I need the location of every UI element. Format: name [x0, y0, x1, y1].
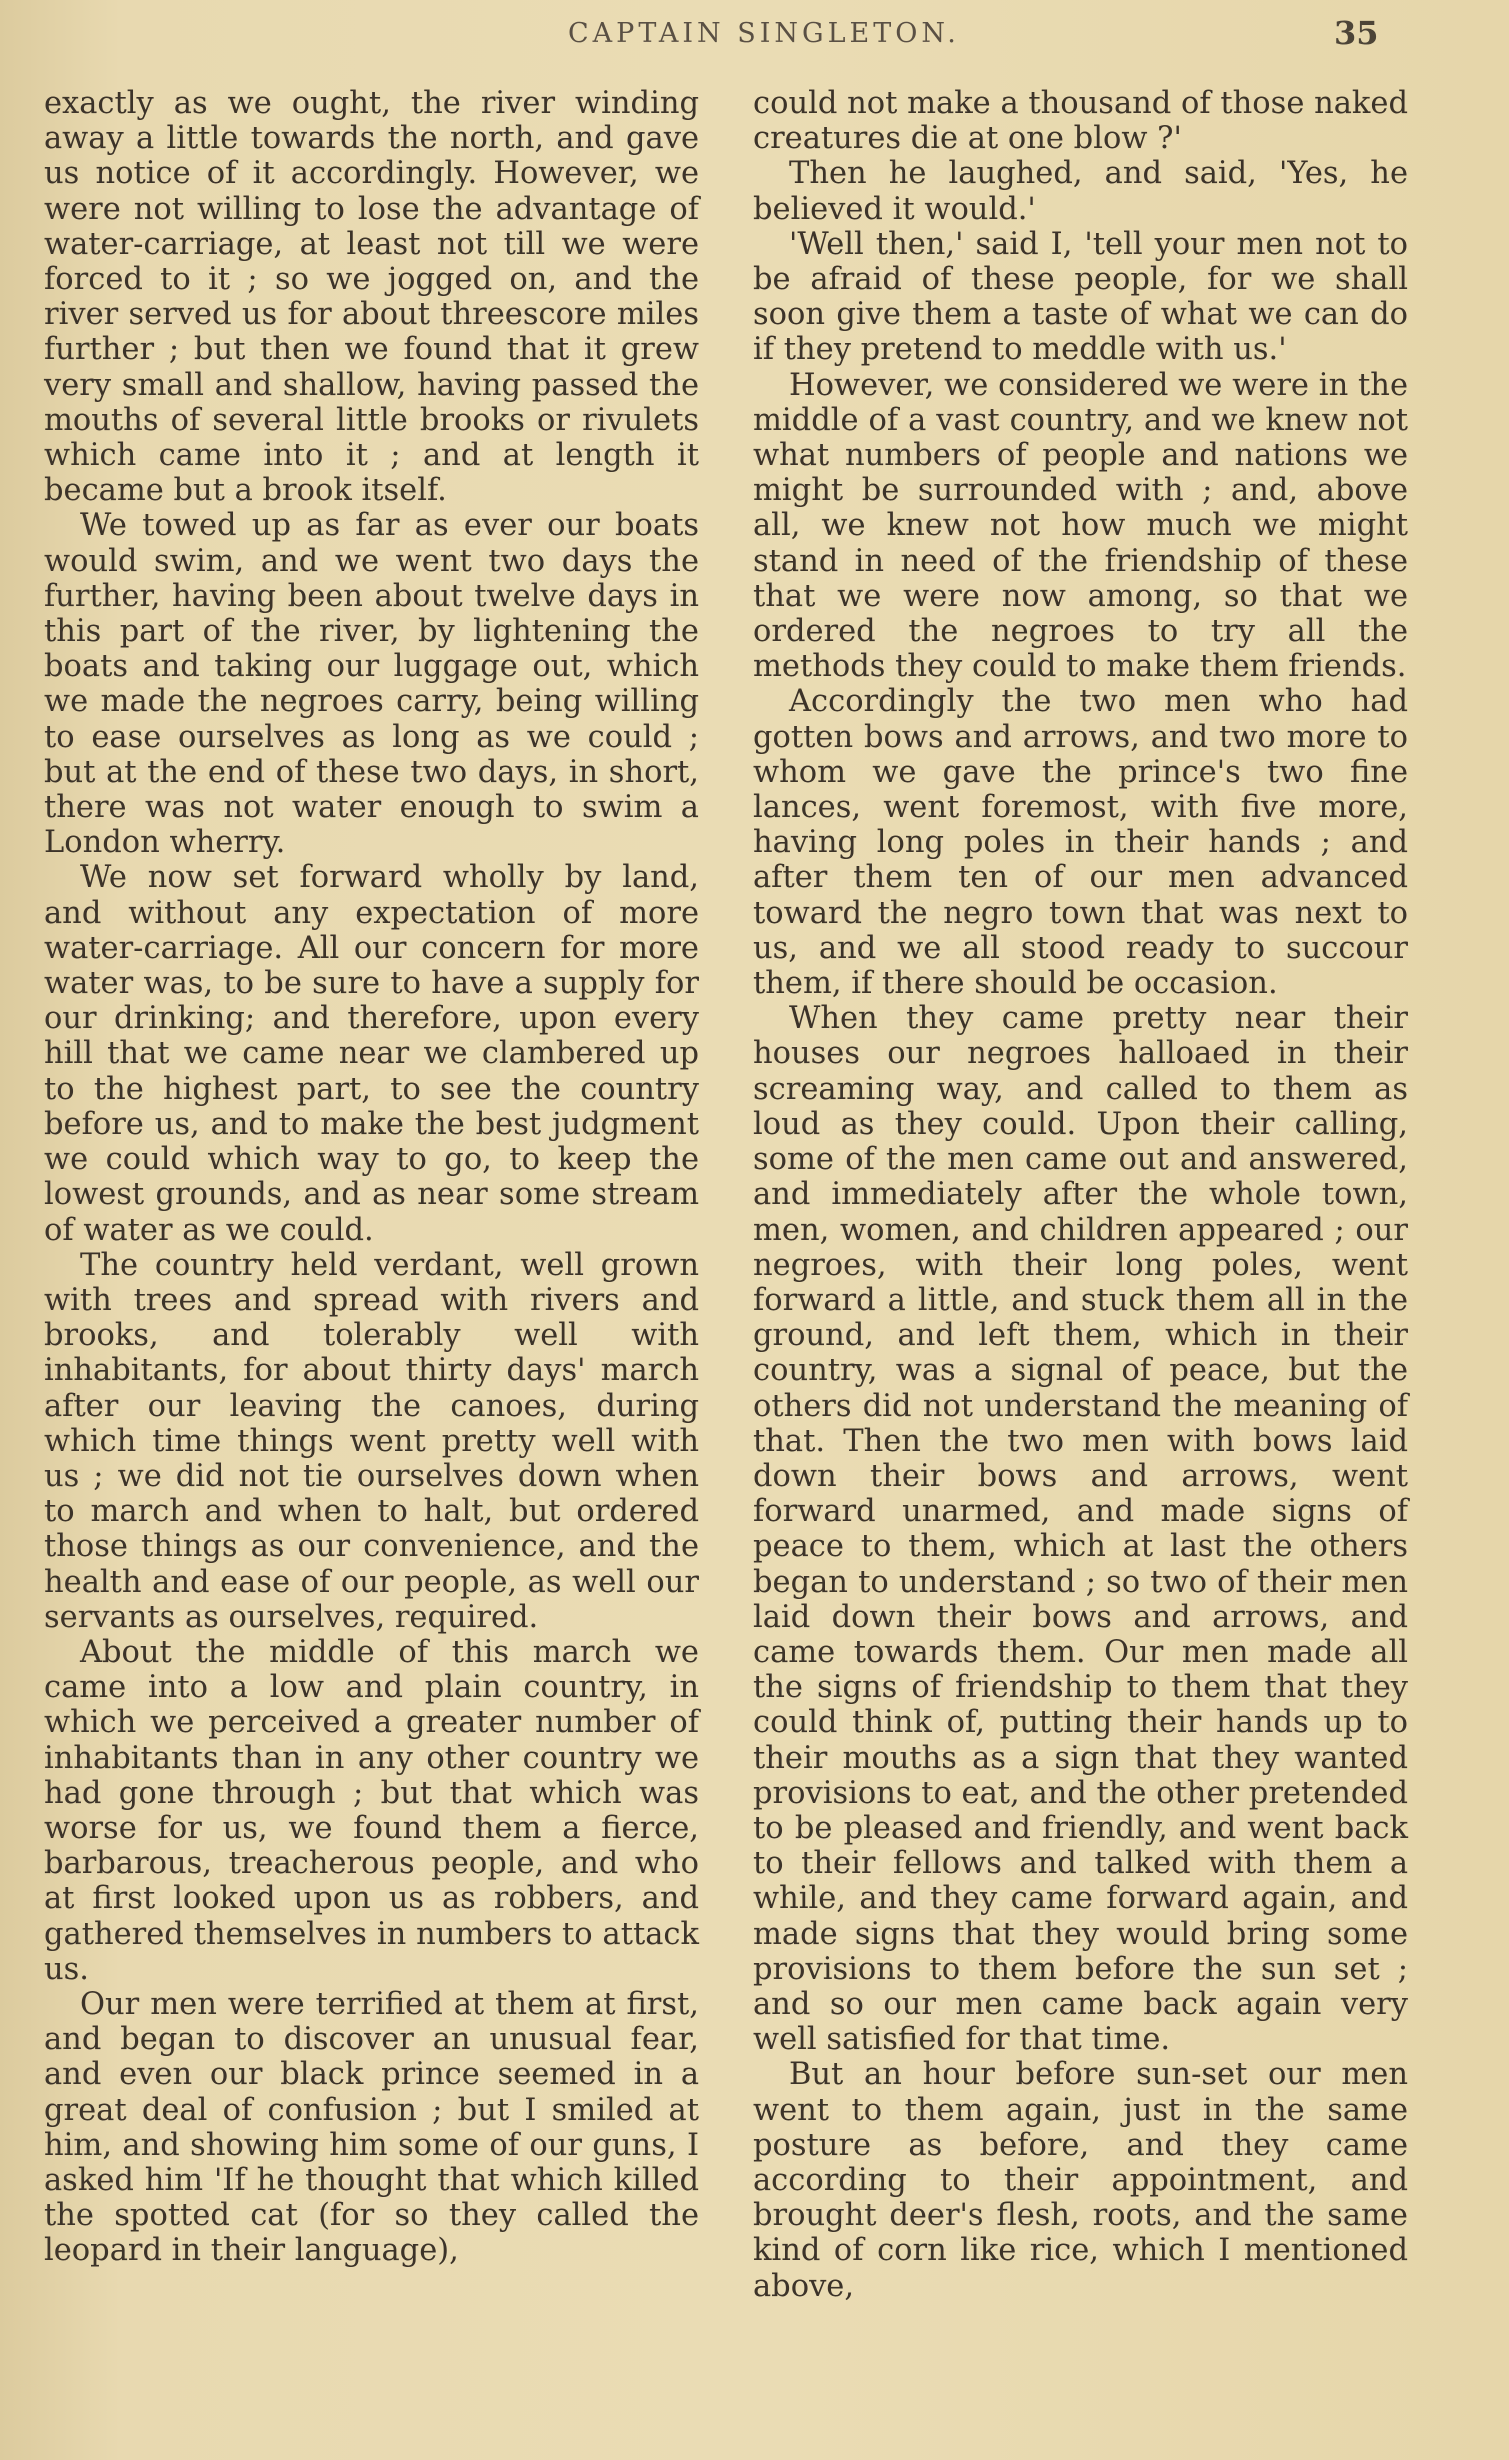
left-column [44, 86, 699, 2269]
paragraph: 'Well then,' said I, 'tell your men not to be afraid of these people, for we shall soon give them a taste of what we can do if they pretend to meddle with us.' [753, 226, 1408, 368]
paragraph: Our men were terrified at them at first, and began to discover an unusual fear, and even our black prince seemed in a great deal of confusion ; but I smiled at him, and showing him some of our guns, I asked him 'If he thought that which killed the spotted cat (for so they called the leopard in their language), [44, 1986, 699, 2269]
running-title: CAPTAIN SINGLETON. [568, 18, 960, 49]
paragraph: But an hour before sun-set our men went to them again, just in the same posture as before, and they came according to their appointment, and brought deer's flesh, roots, and the same kind of corn like rice, which I mentioned above, [753, 2057, 1408, 2304]
running-head [0, 8, 1509, 58]
paragraph: However, we considered we were in the middle of a vast country, and we knew not what numbers of people and nations we might be surrounded with ; and, above all, we knew not how much we might stand in need of the friendship of these that we were now among, so that we ordered the negroes to try all the methods they could to make them friends. [753, 367, 1408, 685]
paragraph: exactly as we ought, the river winding away a little towards the north, and gave us notice of it accordingly. However, we were not willing to lose the advantage of water-carriage, at least not till we were forced to it ; so we jogged on, and the river served us for about threescore miles further ; but then we found that it grew very small and shallow, having passed the mouths of several little brooks or rivulets which came into it ; and at length it became but a brook itself. [44, 86, 699, 509]
paragraph: The country held verdant, well grown with trees and spread with rivers and brooks, and tolerably well with inhabitants, for about thirty days' march after our leaving the canoes, during which time things went pretty well with us ; we did not tie ourselves down when to march and when to halt, but ordered those things as our convenience, and the health and ease of our people, as well our servants as ourselves, required. [44, 1247, 699, 1635]
paragraph: About the middle of this march we came into a low and plain country, in which we perceived a greater number of inhabitants than in any other country we had gone through ; but that which was worse for us, we found them a fierce, barbarous, treacherous people, and who at first looked upon us as robbers, and gathered themselves in numbers to attack us. [44, 1634, 699, 1987]
paragraph: could not make a thousand of those naked creatures die at one blow ?' [753, 86, 1408, 157]
right-column [753, 86, 1408, 2304]
paragraph: Accordingly the two men who had gotten bows and arrows, and two more to whom we gave the prince's two fine lances, went foremost, with five more, having long poles in their hands ; and after them ten of our men advanced toward the negro town that was next to us, and we all stood ready to succour them, if there should be occasion. [753, 684, 1408, 1002]
paragraph: We towed up as far as ever our boats would swim, and we went two days the further, having been about twelve days in this part of the river, by lightening the boats and taking our luggage out, which we made the negroes carry, being willing to ease ourselves as long as we could ; but at the end of these two days, in short, there was not water enough to swim a London wherry. [44, 508, 699, 861]
paragraph: We now set forward wholly by land, and without any expectation of more water-carriage. All our concern for more water was, to be sure to have a supply for our drinking; and therefore, upon every hill that we came near we clambered up to the highest part, to see the country before us, and to make the best judgment we could which way to go, to keep the lowest grounds, and as near some stream of water as we could. [44, 860, 699, 1248]
paragraph: When they came pretty near their houses our negroes halloaed in their screaming way, and called to them as loud as they could. Upon their calling, some of the men came out and answered, and immediately after the whole town, men, women, and children appeared ; our negroes, with their long poles, went forward a little, and stuck them all in the ground, and left them, which in their country, was a signal of peace, but the others did not understand the meaning of that. Then the two men with bows laid down their bows and arrows, went forward unarmed, and made signs of peace to them, which at last the others began to understand ; so two of their men laid down their bows and arrows, and came towards them. Our men made all the signs of friendship to them that they could think of, putting their hands up to their mouths as a sign that they wanted provisions to eat, and the other pretended to be pleased and friendly, and went back to their fellows and talked with them a while, and they came forward again, and made signs that they would bring some provisions to them before the sun set ; and so our men came back again very well satisfied for that time. [753, 1001, 1408, 2058]
page-number: 35 [1334, 14, 1379, 52]
paragraph: Then he laughed, and said, 'Yes, he believed it would.' [753, 156, 1408, 227]
